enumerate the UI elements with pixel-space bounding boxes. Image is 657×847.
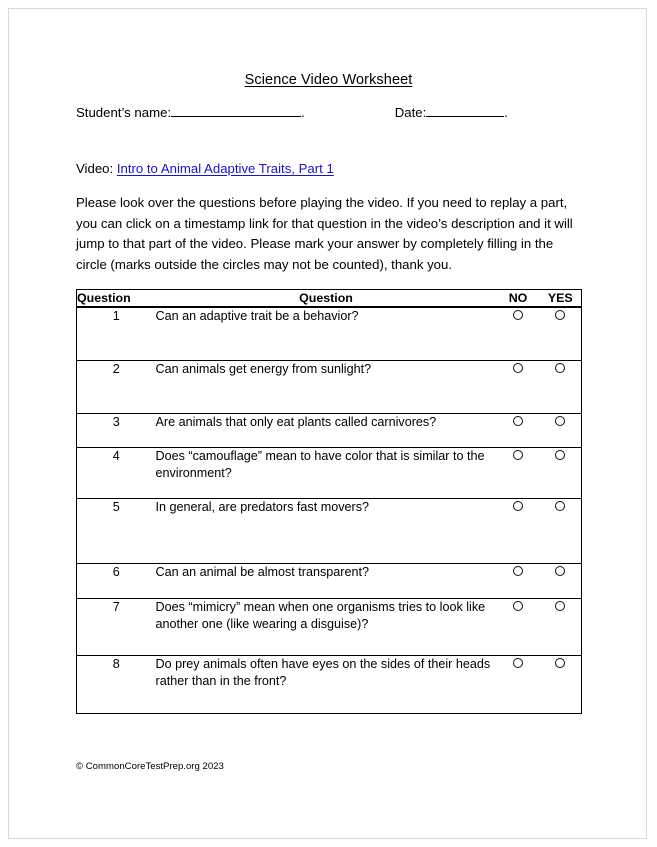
video-row: [76, 159, 581, 178]
question-text: Can an animal be almost transparent?: [155, 564, 370, 579]
question-number: 2: [112, 361, 120, 376]
question-text: In general, are predators fast movers?: [155, 499, 370, 514]
question-number: 6: [112, 564, 120, 579]
answer-cell-yes: [540, 413, 582, 447]
answer-cell-yes: [540, 655, 582, 713]
question-number: 3: [112, 414, 120, 429]
table-header-row: [77, 290, 582, 308]
question-number: 8: [112, 656, 120, 671]
answer-cell-no: [497, 413, 540, 447]
answer-cell-no: [497, 360, 540, 413]
table-row: [77, 655, 582, 713]
answer-bubble-no[interactable]: [513, 566, 523, 576]
question-number: 1: [112, 309, 120, 324]
answer-bubble-yes[interactable]: [555, 501, 565, 511]
table-row: [77, 307, 582, 360]
table-row: [77, 447, 582, 498]
copyright-footer: © CommonCoreTestPrep.org 2023: [76, 760, 224, 772]
video-link[interactable]: Intro to Animal Adaptive Traits, Part 1: [116, 161, 334, 176]
question-text: Are animals that only eat plants called carnivores?: [155, 414, 437, 429]
table-row: [77, 360, 582, 413]
answer-cell-no: [497, 563, 540, 598]
answer-cell-no: [497, 498, 540, 563]
student-name-input[interactable]: [171, 116, 301, 117]
worksheet-content: [76, 71, 581, 773]
answer-bubble-no[interactable]: [513, 601, 523, 611]
date-period: .: [504, 105, 508, 120]
question-text: Do prey animals often have eyes on the sides of their heads rather than in the front?: [155, 656, 491, 689]
answer-bubble-yes[interactable]: [555, 658, 565, 668]
header-yes: YES: [540, 290, 582, 308]
answer-bubble-yes[interactable]: [555, 566, 565, 576]
answer-cell-yes: [540, 360, 582, 413]
answer-cell-yes: [540, 498, 582, 563]
answer-cell-no: [497, 307, 540, 360]
question-number: 5: [112, 499, 120, 514]
answer-bubble-no[interactable]: [513, 658, 523, 668]
header-no: NO: [497, 290, 540, 308]
question-number: 4: [112, 448, 120, 463]
question-number: 7: [112, 599, 120, 614]
question-text: Can an adaptive trait be a behavior?: [155, 309, 359, 324]
answer-bubble-no[interactable]: [513, 416, 523, 426]
answer-bubble-yes[interactable]: [555, 363, 565, 373]
table-row: [77, 413, 582, 447]
answer-bubble-no[interactable]: [513, 310, 523, 320]
page-title: Science Video Worksheet: [244, 72, 413, 88]
answer-bubble-no[interactable]: [513, 450, 523, 460]
answer-bubble-no[interactable]: [513, 363, 523, 373]
video-label: Video:: [76, 161, 114, 176]
question-text: Can animals get energy from sunlight?: [155, 361, 372, 376]
question-text: Does “mimicry” mean when one organisms tries to look like another one (like wearing a disguise)?: [155, 599, 486, 632]
date-label: Date:: [394, 105, 427, 120]
header-question-text: Question: [156, 290, 497, 308]
question-table: [76, 289, 582, 714]
instructions-paragraph: Please look over the questions before playing the video. If you need to replay a part, you can click on a timestamp link for that question in the video’s description and it will jump to that part of the video. Please mark your answer by completely filling in the circle (marks outside the circles may not be counted), thank you.: [76, 195, 573, 272]
table-row: [77, 563, 582, 598]
answer-cell-yes: [540, 598, 582, 655]
student-name-period: .: [301, 105, 305, 120]
answer-cell-no: [497, 598, 540, 655]
table-header: [77, 290, 582, 308]
table-row: [77, 498, 582, 563]
answer-cell-yes: [540, 447, 582, 498]
answer-cell-no: [497, 655, 540, 713]
answer-cell-no: [497, 447, 540, 498]
date-input[interactable]: [426, 116, 504, 117]
answer-bubble-yes[interactable]: [555, 416, 565, 426]
answer-bubble-yes[interactable]: [555, 601, 565, 611]
answer-cell-yes: [540, 307, 582, 360]
answer-bubble-yes[interactable]: [555, 310, 565, 320]
student-name-label: Student’s name:: [76, 105, 172, 120]
worksheet-page: [8, 8, 647, 839]
header-question-number: Question: [77, 290, 156, 308]
answer-cell-yes: [540, 563, 582, 598]
answer-bubble-yes[interactable]: [555, 450, 565, 460]
answer-bubble-no[interactable]: [513, 501, 523, 511]
table-row: [77, 598, 582, 655]
table-body: [77, 307, 582, 713]
question-text: Does “camouflage” mean to have color that is similar to the environment?: [155, 448, 485, 481]
student-identity-row: [76, 103, 581, 122]
